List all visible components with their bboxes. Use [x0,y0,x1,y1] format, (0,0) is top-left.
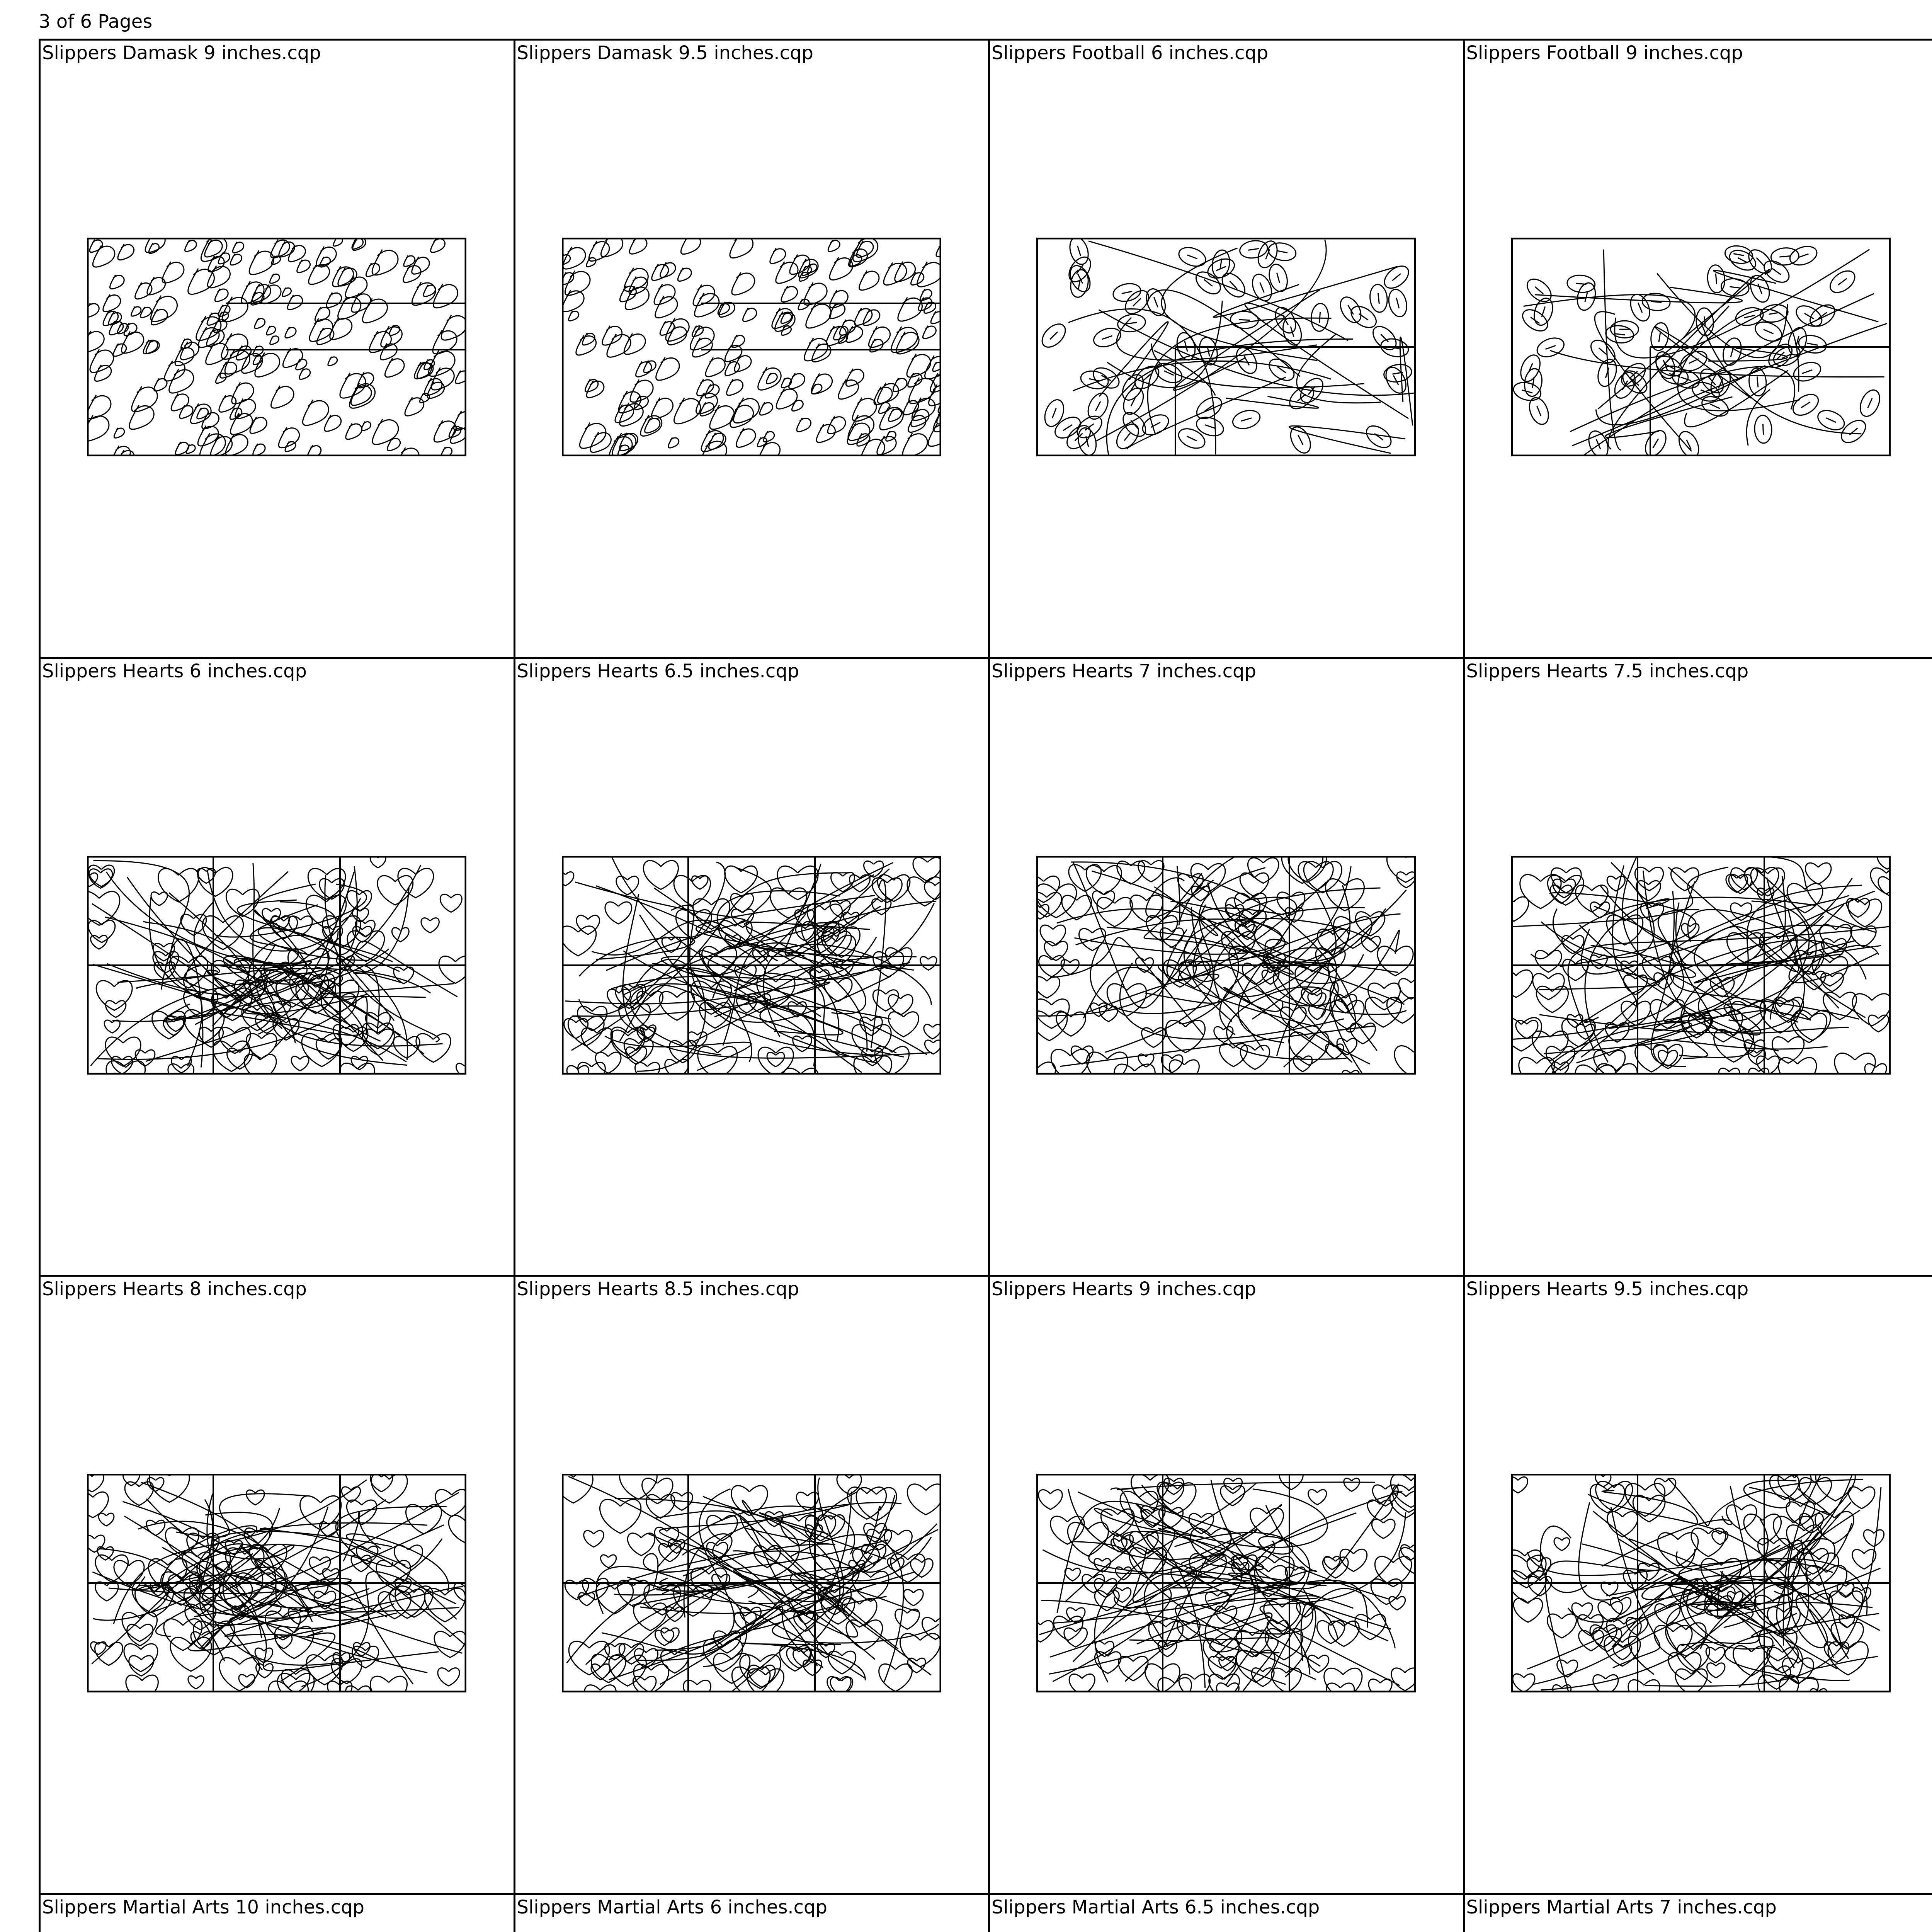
pattern-thumbnail [87,1474,466,1692]
pattern-thumbnail [1036,238,1416,456]
pattern-thumbnail [1511,856,1891,1075]
pattern-filename: Slippers Hearts 7.5 inches.cqp [1466,660,1749,682]
pattern-cell [1465,1277,1932,1895]
pattern-drawing [87,1474,466,1692]
pattern-thumbnail [1036,856,1416,1075]
pattern-drawing [1036,238,1416,456]
pattern-grid [39,39,1932,1932]
pattern-drawing [87,238,466,456]
pattern-drawing [1036,1474,1416,1692]
pattern-thumbnail [562,1474,941,1692]
pattern-filename: Slippers Martial Arts 7 inches.cqp [1466,1896,1777,1918]
pattern-filename: Slippers Damask 9.5 inches.cqp [517,42,814,64]
pattern-drawing [1511,238,1891,456]
pattern-filename: Slippers Hearts 8.5 inches.cqp [517,1278,799,1300]
pattern-thumbnail [1511,1474,1891,1692]
pattern-thumbnail [1036,1474,1416,1692]
pattern-cell [41,659,515,1277]
pattern-drawing [87,856,466,1075]
pattern-cell [41,41,515,659]
pattern-cell [990,1895,1465,1932]
pattern-cell [990,659,1465,1277]
pattern-filename: Slippers Martial Arts 6 inches.cqp [517,1896,827,1918]
pattern-cell [515,1277,990,1895]
pattern-filename: Slippers Hearts 9.5 inches.cqp [1466,1278,1749,1300]
pattern-filename: Slippers Damask 9 inches.cqp [42,42,321,64]
pattern-cell [41,1277,515,1895]
pattern-filename: Slippers Hearts 6 inches.cqp [42,660,307,682]
pattern-cell [515,659,990,1277]
pattern-filename: Slippers Hearts 7 inches.cqp [992,660,1256,682]
pattern-cell [1465,41,1932,659]
pattern-thumbnail [1511,238,1891,456]
pattern-drawing [1511,1474,1891,1692]
pattern-cell [515,41,990,659]
pattern-thumbnail [87,238,466,456]
pattern-drawing [562,856,941,1075]
pattern-thumbnail [87,856,466,1075]
pattern-drawing [1511,856,1891,1075]
pattern-cell [1465,659,1932,1277]
pattern-thumbnail [562,238,941,456]
pattern-filename: Slippers Martial Arts 6.5 inches.cqp [992,1896,1320,1918]
pattern-cell [1465,1895,1932,1932]
pattern-thumbnail [562,856,941,1075]
pattern-filename: Slippers Martial Arts 10 inches.cqp [42,1896,365,1918]
pattern-filename: Slippers Hearts 8 inches.cqp [42,1278,307,1300]
pattern-filename: Slippers Football 9 inches.cqp [1466,42,1743,64]
pattern-cell [515,1895,990,1932]
pattern-cell [990,1277,1465,1895]
pattern-drawing [562,1474,941,1692]
pattern-filename: Slippers Football 6 inches.cqp [992,42,1269,64]
pattern-filename: Slippers Hearts 9 inches.cqp [992,1278,1256,1300]
pattern-cell [990,41,1465,659]
page-count-label: 3 of 6 Pages [39,11,153,32]
pattern-drawing [562,238,941,456]
pattern-cell [41,1895,515,1932]
pattern-drawing [1036,856,1416,1075]
pattern-filename: Slippers Hearts 6.5 inches.cqp [517,660,799,682]
